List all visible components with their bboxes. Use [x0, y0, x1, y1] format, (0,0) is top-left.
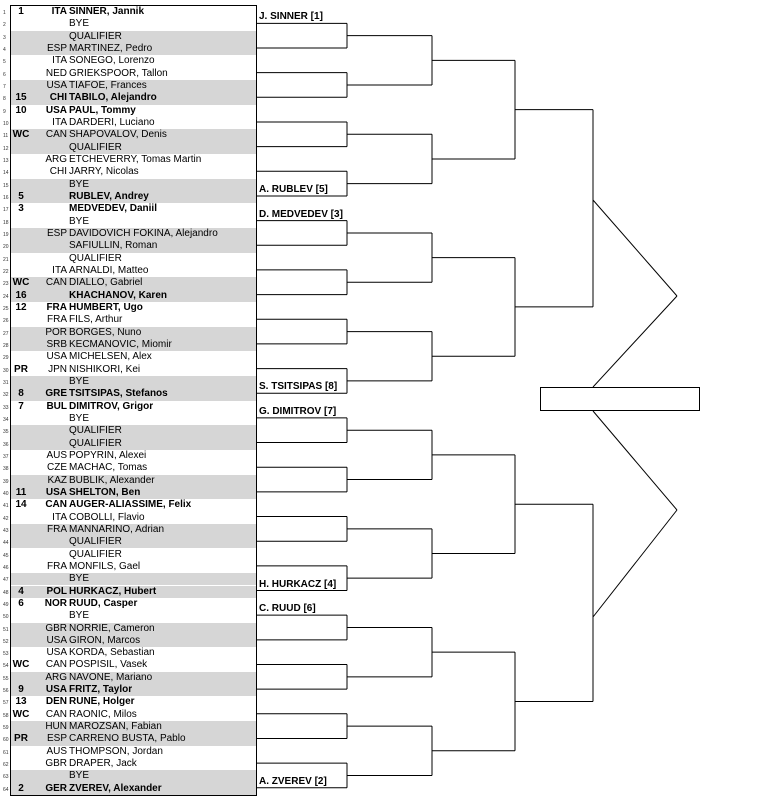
- country-code: ARG: [45, 153, 67, 165]
- country-code: POL: [46, 585, 67, 597]
- country-code: ESP: [46, 733, 67, 745]
- country-code: KAZ: [47, 474, 67, 486]
- draw-position: 52: [3, 638, 9, 645]
- country-code: HUN: [45, 721, 67, 733]
- draw-position: 64: [3, 786, 9, 793]
- round2-player-label: G. DIMITROV [7]: [259, 405, 337, 417]
- player-name: BYE: [69, 770, 90, 782]
- draw-position: 44: [3, 540, 9, 547]
- seed-label: PR: [14, 363, 28, 375]
- player-name: QUALIFIER: [69, 536, 122, 548]
- player-name: BUBLIK, Alexander: [69, 474, 155, 486]
- country-code: NED: [45, 67, 67, 79]
- seed-label: 13: [15, 696, 27, 708]
- country-code: AUS: [46, 449, 67, 461]
- seed-label: 10: [15, 104, 27, 116]
- draw-position: 36: [3, 441, 9, 448]
- seed-label: 7: [18, 400, 24, 412]
- seed-label: 4: [18, 585, 24, 597]
- player-name: QUALIFIER: [69, 30, 122, 42]
- seed-label: 8: [18, 388, 24, 400]
- country-code: USA: [45, 684, 67, 696]
- country-code: CAN: [45, 499, 67, 511]
- semifinal-diagonal: [593, 200, 677, 296]
- seed-label: 9: [18, 684, 24, 696]
- player-name: BYE: [69, 215, 90, 227]
- draw-position: 31: [3, 379, 9, 386]
- player-name: SINNER, Jannik: [69, 6, 145, 17]
- country-code: CAN: [45, 708, 67, 720]
- round2-player-label: A. RUBLEV [5]: [259, 183, 328, 195]
- player-name: QUALIFIER: [69, 252, 122, 264]
- player-name: QUALIFIER: [69, 425, 122, 437]
- country-code: GER: [45, 782, 67, 794]
- player-name: BYE: [69, 412, 90, 424]
- round2-player-label: H. HURKACZ [4]: [259, 578, 337, 590]
- country-code: ITA: [52, 116, 67, 128]
- draw-position: 33: [3, 404, 9, 411]
- player-name: TIAFOE, Frances: [69, 79, 147, 91]
- draw-position: 45: [3, 552, 9, 559]
- seed-label: WC: [12, 129, 30, 141]
- player-name: GRIEKSPOOR, Tallon: [69, 67, 168, 79]
- draw-position: 62: [3, 762, 9, 769]
- player-name: MACHAC, Tomas: [69, 462, 148, 474]
- player-name: TABILO, Alejandro: [69, 92, 157, 104]
- draw-position: 37: [3, 453, 9, 460]
- draw-position: 15: [3, 182, 9, 189]
- draw-position: 40: [3, 490, 9, 497]
- seed-label: 12: [15, 301, 27, 313]
- draw-position: 60: [3, 737, 9, 744]
- player-name: DARDERI, Luciano: [69, 116, 155, 128]
- draw-position: 21: [3, 256, 9, 263]
- player-name: AUGER-ALIASSIME, Felix: [69, 499, 192, 511]
- draw-position: 61: [3, 749, 9, 756]
- seed-label: 3: [18, 203, 24, 215]
- player-name: BYE: [69, 573, 90, 585]
- country-code: SRB: [46, 338, 67, 350]
- country-code: POR: [45, 326, 67, 338]
- player-name: HURKACZ, Hubert: [69, 585, 157, 597]
- draw-position: 16: [3, 194, 9, 201]
- player-name: HUMBERT, Ugo: [69, 301, 143, 313]
- player-name: SHELTON, Ben: [69, 486, 141, 498]
- seed-label: 11: [15, 486, 27, 498]
- player-name: SHAPOVALOV, Denis: [69, 129, 167, 141]
- draw-position: 47: [3, 577, 9, 584]
- seed-label: 14: [15, 499, 27, 511]
- country-code: CAN: [45, 659, 67, 671]
- player-name: MEDVEDEV, Daniil: [69, 203, 157, 215]
- country-code: CZE: [47, 462, 67, 474]
- semifinal-diagonal: [593, 296, 677, 387]
- country-code: BUL: [46, 400, 67, 412]
- draw-position: 42: [3, 515, 9, 522]
- seed-label: WC: [12, 659, 30, 671]
- draw-position: 9: [3, 108, 6, 115]
- draw-position: 13: [3, 157, 9, 164]
- country-code: CAN: [45, 277, 67, 289]
- draw-position: 28: [3, 342, 9, 349]
- draw-position: 46: [3, 564, 9, 571]
- seed-label: 15: [15, 92, 27, 104]
- draw-position: 10: [3, 120, 9, 127]
- draw-position: 19: [3, 231, 9, 238]
- country-code: CHI: [49, 166, 67, 178]
- draw-position: 49: [3, 601, 9, 608]
- country-code: USA: [45, 104, 67, 116]
- draw-position: 29: [3, 355, 9, 362]
- country-code: USA: [46, 351, 67, 363]
- player-name: KORDA, Sebastian: [69, 647, 155, 659]
- player-name: JARRY, Nicolas: [69, 166, 139, 178]
- seed-label: PR: [14, 733, 28, 745]
- player-name: MARTINEZ, Pedro: [69, 42, 153, 54]
- country-code: CHI: [49, 92, 67, 104]
- player-name: SONEGO, Lorenzo: [69, 55, 155, 67]
- country-code: USA: [46, 634, 67, 646]
- country-code: ESP: [46, 227, 67, 239]
- draw-position: 30: [3, 367, 9, 374]
- country-code: USA: [46, 647, 67, 659]
- draw-position: 23: [3, 281, 9, 288]
- draw-position: 5: [3, 59, 6, 66]
- player-name: NAVONE, Mariano: [69, 671, 153, 683]
- country-code: NOR: [44, 597, 67, 609]
- draw-position: 48: [3, 589, 9, 596]
- country-code: JPN: [48, 363, 67, 375]
- player-name: GIRON, Marcos: [69, 634, 141, 646]
- draw-position: 41: [3, 503, 9, 510]
- country-code: FRA: [47, 560, 67, 572]
- player-name: ZVEREV, Alexander: [69, 782, 162, 794]
- draw-position: 7: [3, 83, 6, 90]
- draw-position: 3: [3, 34, 6, 41]
- draw-position: 32: [3, 392, 9, 399]
- country-code: ITA: [52, 264, 67, 276]
- player-name: PAUL, Tommy: [69, 104, 136, 116]
- draw-position: 63: [3, 774, 9, 781]
- player-name: RAONIC, Milos: [69, 708, 137, 720]
- round2-player-label: C. RUUD [6]: [259, 603, 316, 615]
- draw-position: 22: [3, 268, 9, 275]
- draw-position: 26: [3, 318, 9, 325]
- player-name: KECMANOVIC, Miomir: [69, 338, 172, 350]
- country-code: GBR: [45, 758, 67, 770]
- draw-position: 6: [3, 71, 6, 78]
- player-name: RUUD, Casper: [69, 597, 138, 609]
- player-name: RUNE, Holger: [69, 696, 135, 708]
- player-name: BYE: [69, 610, 90, 622]
- player-name: MICHELSEN, Alex: [69, 351, 152, 363]
- player-name: COBOLLI, Flavio: [69, 511, 145, 523]
- draw-position: 39: [3, 478, 9, 485]
- country-code: ESP: [46, 42, 67, 54]
- seed-label: 5: [18, 190, 24, 202]
- player-name: THOMPSON, Jordan: [69, 745, 163, 757]
- draw-position: 50: [3, 614, 9, 621]
- draw-position: 12: [3, 145, 9, 152]
- player-name: QUALIFIER: [69, 548, 122, 560]
- draw-position: 56: [3, 688, 9, 695]
- country-code: ITA: [52, 511, 67, 523]
- seed-label: WC: [12, 277, 30, 289]
- seed-label: 2: [18, 782, 24, 794]
- draw-position: 1: [3, 10, 6, 16]
- draw-position: 34: [3, 416, 9, 423]
- player-name: MANNARINO, Adrian: [69, 523, 165, 535]
- semifinal-diagonal: [593, 411, 677, 510]
- draw-position: 43: [3, 527, 9, 534]
- country-code: FRA: [47, 314, 67, 326]
- draw-position: 20: [3, 244, 9, 251]
- player-name: QUALIFIER: [69, 141, 122, 153]
- player-name: POSPISIL, Vasek: [69, 659, 148, 671]
- country-code: USA: [45, 486, 67, 498]
- player-name: TSITSIPAS, Stefanos: [69, 388, 168, 400]
- player-name: FRITZ, Taylor: [69, 684, 133, 696]
- draw-position: 18: [3, 219, 9, 226]
- player-name: NORRIE, Cameron: [69, 622, 155, 634]
- draw-position: 35: [3, 429, 9, 436]
- player-name: DIMITROV, Grigor: [69, 400, 154, 412]
- draw-position: 4: [3, 46, 6, 53]
- country-code: AUS: [46, 745, 67, 757]
- draw-position: 57: [3, 700, 9, 707]
- country-code: CAN: [45, 129, 67, 141]
- player-name: DIALLO, Gabriel: [69, 277, 143, 289]
- player-name: MONFILS, Gael: [69, 560, 141, 572]
- final-winner-box: [540, 387, 700, 411]
- round2-player-label: A. ZVEREV [2]: [259, 775, 327, 787]
- player-name: MAROZSAN, Fabian: [69, 721, 162, 733]
- draw-position: 2: [3, 22, 6, 29]
- player-name: DRAPER, Jack: [69, 758, 137, 770]
- country-code: FRA: [47, 523, 67, 535]
- draw-position: 27: [3, 330, 9, 337]
- draw-position: 38: [3, 466, 9, 473]
- country-code: ARG: [45, 671, 67, 683]
- country-code: GRE: [45, 388, 67, 400]
- country-code: DEN: [45, 696, 67, 708]
- draw-position: 14: [3, 170, 9, 177]
- round2-player-label: S. TSITSIPAS [8]: [259, 381, 338, 393]
- player-name: RUBLEV, Andrey: [69, 190, 149, 202]
- country-code: ITA: [52, 55, 67, 67]
- seed-label: 1: [18, 6, 24, 17]
- draw-position: 11: [3, 133, 9, 140]
- draw-position: 8: [3, 96, 6, 103]
- player-name: KHACHANOV, Karen: [69, 289, 167, 301]
- seed-label: 16: [15, 289, 27, 301]
- player-name: BYE: [69, 18, 90, 30]
- seed-label: WC: [12, 708, 30, 720]
- draw-position: 53: [3, 651, 9, 658]
- player-name: BORGES, Nuno: [69, 326, 142, 338]
- player-name: ETCHEVERRY, Tomas Martin: [69, 153, 202, 165]
- player-name: BYE: [69, 178, 90, 190]
- seed-label: 6: [18, 597, 24, 609]
- player-name: POPYRIN, Alexei: [69, 449, 147, 461]
- player-name: SAFIULLIN, Roman: [69, 240, 158, 252]
- round2-player-label: J. SINNER [1]: [259, 11, 323, 23]
- round2-player-label: D. MEDVEDEV [3]: [259, 208, 343, 220]
- semifinal-diagonal: [593, 510, 677, 617]
- draw-position: 59: [3, 725, 9, 732]
- draw-position: 54: [3, 663, 9, 670]
- player-name: QUALIFIER: [69, 437, 122, 449]
- player-name: ARNALDI, Matteo: [69, 264, 149, 276]
- draw-position: 25: [3, 305, 9, 312]
- player-name: BYE: [69, 375, 90, 387]
- draw-position: 51: [3, 626, 9, 633]
- draw-position: 55: [3, 675, 9, 682]
- draw-position: 58: [3, 712, 9, 719]
- player-name: FILS, Arthur: [69, 314, 123, 326]
- player-name: NISHIKORI, Kei: [69, 363, 141, 375]
- country-code: GBR: [45, 622, 67, 634]
- draw-position: 17: [3, 207, 9, 214]
- country-code: FRA: [46, 301, 67, 313]
- country-code: ITA: [51, 6, 67, 17]
- player-name: CARRENO BUSTA, Pablo: [69, 733, 186, 745]
- draw-position: 24: [3, 293, 9, 300]
- country-code: USA: [46, 79, 67, 91]
- player-name: DAVIDOVICH FOKINA, Alejandro: [69, 227, 218, 239]
